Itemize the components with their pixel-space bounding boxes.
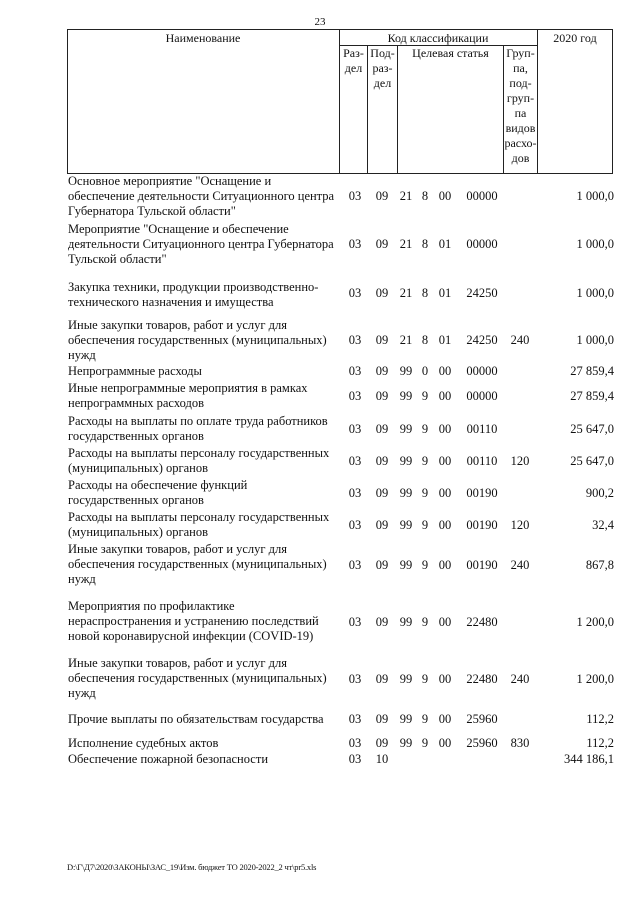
row-target-1: 99 bbox=[399, 364, 413, 378]
row-target-4: 00190 bbox=[466, 558, 498, 572]
row-name: Мероприятие "Оснащение и обеспечение деятельности Ситуационного центра Губернатора Тульской области" bbox=[68, 222, 334, 266]
row-razdel: 03 bbox=[348, 712, 362, 726]
row-target-2: 9 bbox=[421, 615, 429, 629]
row-target-3: 00 bbox=[438, 615, 452, 629]
row-target-2: 8 bbox=[421, 237, 429, 251]
row-razdel: 03 bbox=[348, 558, 362, 572]
row-podrazdel: 09 bbox=[375, 518, 389, 532]
row-target-3: 00 bbox=[438, 672, 452, 686]
row-target-2: 9 bbox=[421, 672, 429, 686]
row-target-1: 21 bbox=[399, 189, 413, 203]
row-target-1: 99 bbox=[399, 712, 413, 726]
row-podrazdel: 09 bbox=[375, 333, 389, 347]
row-target-2: 9 bbox=[421, 486, 429, 500]
row-amount: 900,2 bbox=[585, 486, 614, 500]
row-target-4: 00000 bbox=[466, 389, 498, 403]
row-podrazdel: 09 bbox=[375, 454, 389, 468]
row-razdel: 03 bbox=[348, 237, 362, 251]
row-target-1: 99 bbox=[399, 558, 413, 572]
row-target-3: 01 bbox=[438, 333, 452, 347]
row-target-4: 00000 bbox=[466, 237, 498, 251]
row-target-1: 99 bbox=[399, 615, 413, 629]
row-target-3: 00 bbox=[438, 454, 452, 468]
row-razdel: 03 bbox=[348, 518, 362, 532]
row-amount: 1 000,0 bbox=[576, 333, 614, 347]
row-amount: 27 859,4 bbox=[570, 389, 614, 403]
row-target-3: 00 bbox=[438, 389, 452, 403]
row-podrazdel: 10 bbox=[375, 752, 389, 766]
row-target-2: 9 bbox=[421, 736, 429, 750]
header-divider-group bbox=[537, 29, 538, 174]
row-vr: 240 bbox=[510, 558, 530, 572]
row-vr: 830 bbox=[510, 736, 530, 750]
row-razdel: 03 bbox=[348, 333, 362, 347]
row-target-1: 99 bbox=[399, 454, 413, 468]
row-razdel: 03 bbox=[348, 752, 362, 766]
row-amount: 112,2 bbox=[586, 712, 614, 726]
row-target-4: 25960 bbox=[466, 736, 498, 750]
row-target-1: 99 bbox=[399, 389, 413, 403]
header-podrazdel: Под- раз- дел bbox=[370, 46, 395, 90]
row-name: Расходы на выплаты персоналу государственных (муниципальных) органов bbox=[68, 446, 330, 475]
row-target-4: 00110 bbox=[466, 422, 498, 436]
row-amount: 27 859,4 bbox=[570, 364, 614, 378]
row-name: Обеспечение пожарной безопасности bbox=[68, 752, 269, 766]
page-number: 23 bbox=[314, 16, 326, 28]
row-target-4: 22480 bbox=[466, 615, 498, 629]
row-target-2: 9 bbox=[421, 558, 429, 572]
row-name: Основное мероприятие "Оснащение и обеспечение деятельности Ситуационного центра Губернатора Тульской области" bbox=[68, 174, 335, 218]
header-divider-podrazdel bbox=[397, 45, 398, 174]
row-target-2: 9 bbox=[421, 518, 429, 532]
row-podrazdel: 09 bbox=[375, 286, 389, 300]
row-razdel: 03 bbox=[348, 422, 362, 436]
row-target-2: 8 bbox=[421, 286, 429, 300]
row-target-3: 00 bbox=[438, 364, 452, 378]
row-name: Мероприятия по профилактике нераспространения и устранению последствий новой коронавирусной инфекции (COVID-19) bbox=[68, 599, 319, 643]
row-name: Исполнение судебных актов bbox=[68, 736, 219, 750]
row-target-1: 99 bbox=[399, 736, 413, 750]
row-amount: 1 000,0 bbox=[576, 237, 614, 251]
row-podrazdel: 09 bbox=[375, 712, 389, 726]
row-podrazdel: 09 bbox=[375, 422, 389, 436]
row-name: Иные закупки товаров, работ и услуг для обеспечения государственных (муниципальных) нужд bbox=[68, 318, 327, 362]
row-target-3: 00 bbox=[438, 736, 452, 750]
header-left-border bbox=[67, 29, 68, 174]
row-target-1: 99 bbox=[399, 422, 413, 436]
row-name: Расходы на выплаты персоналу государственных (муниципальных) органов bbox=[68, 510, 330, 539]
row-name: Расходы на обеспечение функций государственных органов bbox=[68, 478, 248, 507]
row-amount: 112,2 bbox=[586, 736, 614, 750]
row-podrazdel: 09 bbox=[375, 736, 389, 750]
row-podrazdel: 09 bbox=[375, 615, 389, 629]
row-podrazdel: 09 bbox=[375, 364, 389, 378]
row-name: Иные закупки товаров, работ и услуг для обеспечения государственных (муниципальных) нужд bbox=[68, 542, 327, 586]
row-target-3: 00 bbox=[438, 422, 452, 436]
row-target-4: 24250 bbox=[466, 333, 498, 347]
row-amount: 1 200,0 bbox=[576, 672, 614, 686]
row-name: Прочие выплаты по обязательствам государства bbox=[68, 712, 324, 726]
row-amount: 1 000,0 bbox=[576, 189, 614, 203]
row-target-1: 21 bbox=[399, 286, 413, 300]
header-right-border bbox=[612, 29, 613, 174]
row-name: Непрограммные расходы bbox=[68, 364, 202, 378]
row-razdel: 03 bbox=[348, 364, 362, 378]
row-razdel: 03 bbox=[348, 454, 362, 468]
row-podrazdel: 09 bbox=[375, 672, 389, 686]
row-target-2: 9 bbox=[421, 712, 429, 726]
row-amount: 867,8 bbox=[585, 558, 614, 572]
row-name: Иные закупки товаров, работ и услуг для обеспечения государственных (муниципальных) нужд bbox=[68, 656, 327, 700]
row-amount: 25 647,0 bbox=[570, 454, 614, 468]
row-vr: 120 bbox=[510, 518, 530, 532]
row-target-3: 01 bbox=[438, 286, 452, 300]
row-target-1: 99 bbox=[399, 518, 413, 532]
row-razdel: 03 bbox=[348, 736, 362, 750]
row-vr: 240 bbox=[510, 333, 530, 347]
row-razdel: 03 bbox=[348, 189, 362, 203]
row-name: Закупка техники, продукции производственно- технического назначения и имущества bbox=[68, 280, 319, 309]
row-name: Расходы на выплаты по оплате труда работников государственных органов bbox=[68, 414, 328, 443]
table-header bbox=[67, 29, 613, 174]
row-name: Иные непрограммные мероприятия в рамках непрограммных расходов bbox=[68, 381, 308, 410]
file-path-footer: D:\Г\Д7\2020\ЗАКОНЫ\ЗАС_19\Изм. бюджет ТО 2020-2022_2 чт\pr5.xls bbox=[67, 862, 317, 872]
row-amount: 1 000,0 bbox=[576, 286, 614, 300]
row-target-4: 00190 bbox=[466, 518, 498, 532]
row-target-1: 99 bbox=[399, 672, 413, 686]
row-target-1: 21 bbox=[399, 237, 413, 251]
row-razdel: 03 bbox=[348, 286, 362, 300]
row-amount: 344 186,1 bbox=[564, 752, 614, 766]
row-vr: 120 bbox=[510, 454, 530, 468]
row-amount: 32,4 bbox=[592, 518, 614, 532]
header-name: Наименование bbox=[165, 31, 241, 45]
row-target-4: 00110 bbox=[466, 454, 498, 468]
row-target-2: 9 bbox=[421, 389, 429, 403]
header-classification: Код классификации bbox=[387, 31, 489, 45]
header-razdel: Раз- дел bbox=[343, 46, 364, 75]
row-target-3: 00 bbox=[438, 518, 452, 532]
header-group: Груп- па, под- груп- па видов расхо- дов bbox=[504, 46, 537, 165]
row-target-3: 00 bbox=[438, 712, 452, 726]
row-target-4: 24250 bbox=[466, 286, 498, 300]
row-target-4: 00000 bbox=[466, 189, 498, 203]
row-target-3: 01 bbox=[438, 237, 452, 251]
row-razdel: 03 bbox=[348, 672, 362, 686]
row-target-4: 25960 bbox=[466, 712, 498, 726]
row-podrazdel: 09 bbox=[375, 486, 389, 500]
row-amount: 25 647,0 bbox=[570, 422, 614, 436]
row-target-1: 21 bbox=[399, 333, 413, 347]
row-amount: 1 200,0 bbox=[576, 615, 614, 629]
row-target-2: 9 bbox=[421, 454, 429, 468]
row-podrazdel: 09 bbox=[375, 558, 389, 572]
row-podrazdel: 09 bbox=[375, 389, 389, 403]
row-target-4: 00190 bbox=[466, 486, 498, 500]
row-target-3: 00 bbox=[438, 486, 452, 500]
header-top-border bbox=[67, 29, 613, 30]
row-target-4: 22480 bbox=[466, 672, 498, 686]
row-vr: 240 bbox=[510, 672, 530, 686]
row-target-2: 0 bbox=[421, 364, 429, 378]
row-razdel: 03 bbox=[348, 389, 362, 403]
row-podrazdel: 09 bbox=[375, 237, 389, 251]
row-target-2: 8 bbox=[421, 333, 429, 347]
row-razdel: 03 bbox=[348, 486, 362, 500]
header-year: 2020 год bbox=[553, 31, 597, 45]
row-target-2: 9 bbox=[421, 422, 429, 436]
row-target-1: 99 bbox=[399, 486, 413, 500]
row-razdel: 03 bbox=[348, 615, 362, 629]
header-target: Целевая статья bbox=[412, 46, 489, 60]
row-target-2: 8 bbox=[421, 189, 429, 203]
row-podrazdel: 09 bbox=[375, 189, 389, 203]
row-target-3: 00 bbox=[438, 189, 452, 203]
row-target-4: 00000 bbox=[466, 364, 498, 378]
row-target-3: 00 bbox=[438, 558, 452, 572]
